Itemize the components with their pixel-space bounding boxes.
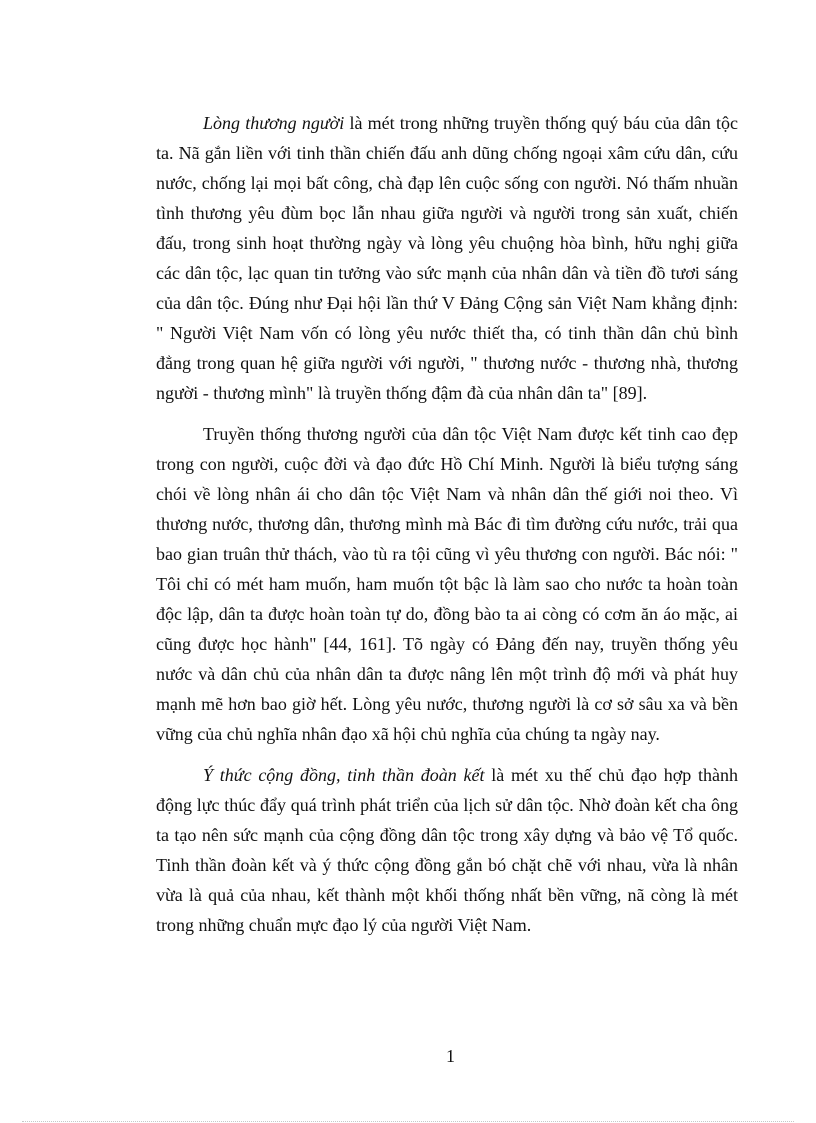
paragraph-text: là mét xu thế chủ đạo hợp thành động lực thúc đẩy quá trình phát triển của lịch sử dân tộc. Nhờ đoàn kết cha ông ta tạo nên sức mạnh của cộng đồng dân tộc trong xây dựng và bảo vệ Tổ quốc. Tinh thần đoàn kết và ý thức cộng đồng gắn bó chặt chẽ với nhau, vừa là nhân vừa là quả của nhau, kết thành một khối thống nhất bền vững, nã còng là mét trong những chuẩn mực đạo lý của người Việt Nam. <box>156 765 738 935</box>
paragraph-1 <box>156 108 738 408</box>
page-bottom-divider <box>22 1121 794 1122</box>
page-number: 1 <box>446 1046 455 1066</box>
paragraph-text: là mét trong những truyền thống quý báu của dân tộc ta. Nã gắn liền với tinh thần chiến đấu anh dũng chống ngoại xâm cứu dân, cứu nước, chống lại mọi bất công, chà đạp lên cuộc sống con người. Nó thấm nhuần tình thương yêu đùm bọc lẫn nhau giữa người và người trong sản xuất, chiến đấu, trong sinh hoạt thường ngày và lòng yêu chuộng hòa bình, hữu nghị giữa các dân tộc, lạc quan tin tưởng vào sức mạnh của nhân dân và tiền đồ tươi sáng của dân tộc. Đúng như Đại hội lần thứ V Đảng Cộng sản Việt Nam khẳng định: " Người Việt Nam vốn có lòng yêu nước thiết tha, có tinh thần dân chủ bình đẳng trong quan hệ giữa người với người, " thương nước - thương nhà, thương người - thương mình" là truyền thống đậm đà của nhân dân ta" [89]. <box>156 113 738 403</box>
italic-lead-phrase: Ý thức cộng đồng, tinh thần đoàn kết <box>203 765 485 785</box>
paragraph-text: Truyền thống thương người của dân tộc Việt Nam được kết tinh cao đẹp trong con người, cuộc đời và đạo đức Hồ Chí Minh. Người là biểu tượng sáng chói về lòng nhân ái cho dân tộc Việt Nam và nhân dân thế giới noi theo. Vì thương nước, thương dân, thương mình mà Bác đi tìm đường cứu nước, trải qua bao gian truân thử thách, vào tù ra tội cũng vì yêu thương con người. Bác nói: " Tôi chỉ có mét ham muốn, ham muốn tột bậc là làm sao cho nước ta hoàn toàn độc lập, dân ta được hoàn toàn tự do, đồng bào ta ai còng có cơm ăn áo mặc, ai cũng được học hành" [44, 161]. Tõ ngày có Đảng đến nay, truyền thống yêu nước và dân chủ của nhân dân ta được nâng lên một trình độ mới và phát huy mạnh mẽ hơn bao giờ hết. Lòng yêu nước, thương người là cơ sở sâu xa và bền vững của chủ nghĩa nhân đạo xã hội chủ nghĩa của chúng ta ngày nay. <box>156 424 738 744</box>
paragraph-3 <box>156 760 738 940</box>
italic-lead-phrase: Lòng thương người <box>203 113 345 133</box>
body-text <box>156 108 738 951</box>
paragraph-2 <box>156 419 738 749</box>
